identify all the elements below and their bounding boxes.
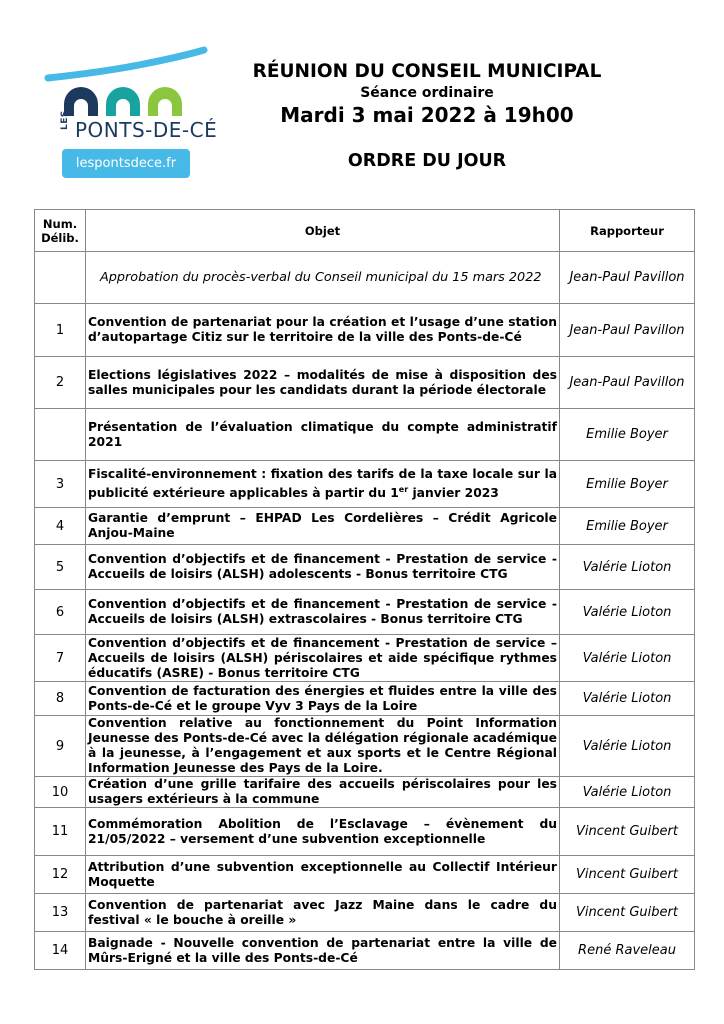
logo (44, 46, 218, 182)
row-num: 13 (35, 894, 86, 932)
table-row (35, 682, 695, 716)
row-objet: Création d’une grille tarifaire des accueils périscolaires pour les usagers extérieurs à la commune (86, 777, 560, 808)
table-row (35, 508, 695, 545)
row-objet: Convention relative au fonctionnement du Point Information Jeunesse des Ponts-de-Cé avec la délégation régionale académique à la jeunesse, à l’engagement et aux sports et le Centre Régional Information Jeunesse des Pays de la Loire. (86, 716, 560, 777)
row-num: 1 (35, 304, 86, 357)
row-rapporteur: Vincent Guibert (560, 856, 695, 894)
row-rapporteur: Emilie Boyer (560, 461, 695, 508)
logo-url: lespontsdece.fr (62, 149, 190, 178)
row-objet: Convention de partenariat avec Jazz Maine dans le cadre du festival « le bouche à oreille » (86, 894, 560, 932)
row-num: 11 (35, 808, 86, 856)
row-num: 6 (35, 590, 86, 635)
table-row (35, 777, 695, 808)
row-num: 4 (35, 508, 86, 545)
row-rapporteur: Valérie Lioton (560, 716, 695, 777)
row-objet: Convention d’objectifs et de financement - Prestation de service - Accueils de loisirs (ALSH) adolescents - Bonus territoire CTG (86, 545, 560, 590)
row-rapporteur: Valérie Lioton (560, 777, 695, 808)
table-row (35, 252, 695, 304)
meeting-date: Mardi 3 mai 2022 à 19h00 (280, 103, 574, 127)
table-row (35, 635, 695, 682)
header-rapporteur: Rapporteur (560, 210, 695, 252)
row-objet: Garantie d’emprunt – EHPAD Les Cordelières – Crédit Agricole Anjou-Maine (86, 508, 560, 545)
row-num: 12 (35, 856, 86, 894)
agenda-table (34, 209, 695, 970)
row-objet-text-end: janvier 2023 (408, 486, 499, 501)
table-header-row (35, 210, 695, 252)
header-num: Num. Délib. (35, 210, 86, 252)
row-num: 14 (35, 932, 86, 970)
row-num (35, 409, 86, 461)
row-rapporteur: René Raveleau (560, 932, 695, 970)
row-objet: Approbation du procès-verbal du Conseil municipal du 15 mars 2022 (86, 252, 560, 304)
header-objet: Objet (86, 210, 560, 252)
row-rapporteur: Emilie Boyer (560, 508, 695, 545)
row-objet: Convention d’objectifs et de financement - Prestation de service – Accueils de loisirs (ALSH) périscolaires et aide spécifique rythmes éducatifs (ASRE) - Bonus territoire CTG (86, 635, 560, 682)
row-rapporteur: Jean-Paul Pavillon (560, 304, 695, 357)
row-num: 7 (35, 635, 86, 682)
ordinal-suffix: er (398, 484, 409, 494)
row-objet-text: Fiscalité-environnement : fixation des tarifs de la taxe locale sur la publicité extérieure applicables à partir du 1 (88, 466, 557, 501)
row-objet (86, 461, 560, 508)
row-rapporteur: Vincent Guibert (560, 894, 695, 932)
row-rapporteur: Valérie Lioton (560, 545, 695, 590)
row-rapporteur: Jean-Paul Pavillon (560, 252, 695, 304)
logo-vertical-text: LES (60, 110, 70, 130)
table-row (35, 409, 695, 461)
table-row (35, 545, 695, 590)
table-row (35, 461, 695, 508)
row-objet: Commémoration Abolition de l’Esclavage – évènement du 21/05/2022 – versement d’une subvention exceptionnelle (86, 808, 560, 856)
logo-wordmark: PONTS-DE-CÉ (75, 118, 218, 142)
table-row (35, 304, 695, 357)
row-num: 2 (35, 357, 86, 409)
agenda-heading: ORDRE DU JOUR (347, 151, 507, 171)
row-objet: Elections législatives 2022 – modalités de mise à disposition des salles municipales pour les candidats durant la période électorale (86, 357, 560, 409)
row-num: 9 (35, 716, 86, 777)
table-row (35, 894, 695, 932)
row-objet: Baignade - Nouvelle convention de partenariat entre la ville de Mûrs-Erigné et la ville des Ponts-de-Cé (86, 932, 560, 970)
row-objet: Convention de facturation des énergies et fluides entre la ville des Ponts-de-Cé et le groupe Vyv 3 Pays de la Loire (86, 682, 560, 716)
row-num: 3 (35, 461, 86, 508)
document-subtitle: Séance ordinaire (360, 85, 494, 101)
table-row (35, 856, 695, 894)
row-rapporteur: Valérie Lioton (560, 590, 695, 635)
table-row (35, 357, 695, 409)
row-objet: Attribution d’une subvention exceptionnelle au Collectif Intérieur Moquette (86, 856, 560, 894)
row-num: 5 (35, 545, 86, 590)
document-title: RÉUNION DU CONSEIL MUNICIPAL (252, 61, 602, 82)
row-rapporteur: Jean-Paul Pavillon (560, 357, 695, 409)
row-objet: Convention d’objectifs et de financement - Prestation de service - Accueils de loisirs (ALSH) extrascolaires - Bonus territoire CTG (86, 590, 560, 635)
row-objet: Convention de partenariat pour la création et l’usage d’une station d’autopartage Citiz sur le territoire de la ville des Ponts-de-Cé (86, 304, 560, 357)
row-objet: Présentation de l’évaluation climatique du compte administratif 2021 (86, 409, 560, 461)
row-rapporteur: Emilie Boyer (560, 409, 695, 461)
row-rapporteur: Valérie Lioton (560, 682, 695, 716)
table-row (35, 932, 695, 970)
row-num: 10 (35, 777, 86, 808)
table-row (35, 716, 695, 777)
row-num (35, 252, 86, 304)
table-row (35, 808, 695, 856)
row-rapporteur: Vincent Guibert (560, 808, 695, 856)
row-rapporteur: Valérie Lioton (560, 635, 695, 682)
row-num: 8 (35, 682, 86, 716)
table-row (35, 590, 695, 635)
